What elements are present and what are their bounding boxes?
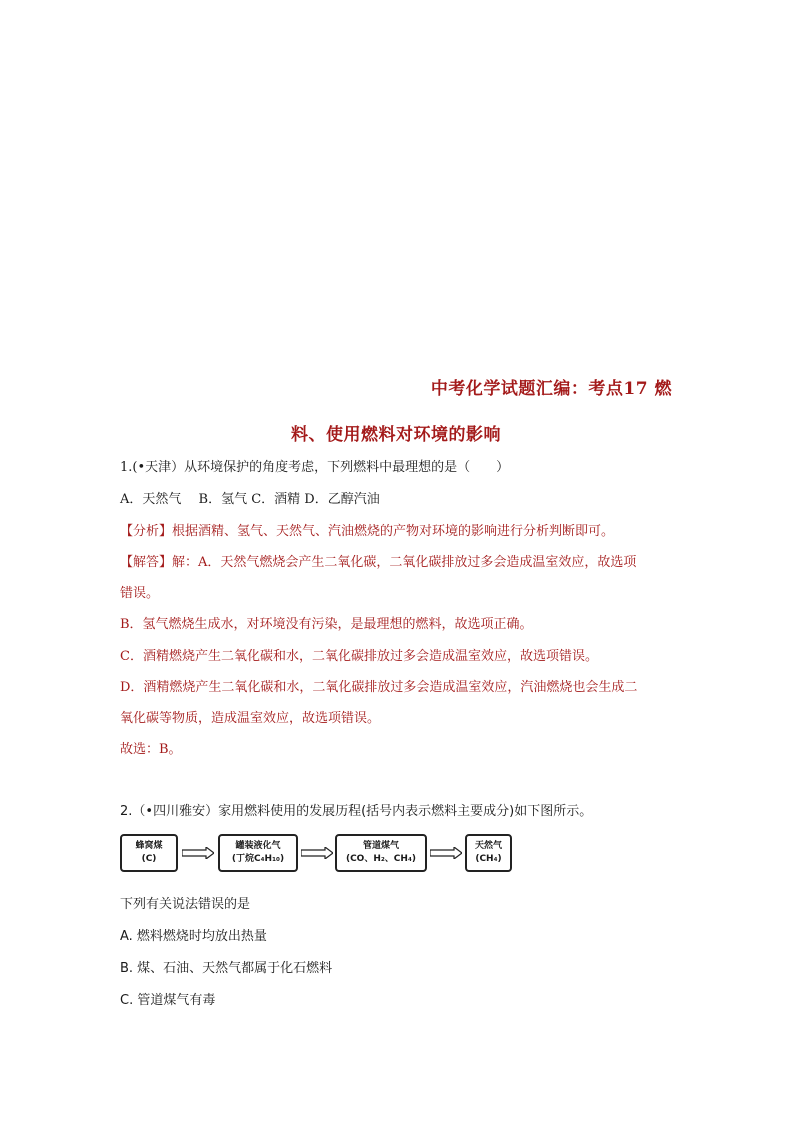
question-1-answer-line-2: 错误。 (120, 586, 160, 601)
question-1-stem: 1.(•天津）从环境保护的角度考虑，下列燃料中最理想的是（ ） (120, 460, 510, 475)
flow-box-formula: (C) (141, 854, 157, 864)
flow-box-honeycomb-coal (120, 834, 178, 872)
flow-box-formula: (丁烷C₄H₁₀) (231, 854, 285, 864)
flow-box-name: 罐装液化气 (235, 841, 281, 851)
document-title-line-2: 料、使用燃料对环境的影响 (291, 425, 501, 445)
question-2-option-b: B. 煤、石油、天然气都属于化石燃料 (120, 961, 333, 976)
flow-box-bottled-lpg (218, 834, 298, 872)
question-2-stem: 2.（•四川雅安）家用燃料使用的发展历程(括号内表示燃料主要成分)如下图所示。 (120, 804, 593, 819)
question-1-answer-b: B．氢气燃烧生成水，对环境没有污染，是最理想的燃料，故选项正确。 (120, 617, 533, 632)
flow-box-name: 天然气 (474, 841, 502, 851)
question-1-answer-d-line-1: D．酒精燃烧产生二氧化碳和水，二氧化碳排放过多会造成温室效应，汽油燃烧也会生成二 (120, 680, 638, 695)
question-1-options: A．天然气 B．氢气 C．酒精 D．乙醇汽油 (120, 492, 380, 507)
flow-box-formula: (CH₄) (475, 854, 502, 864)
arrow-right-icon (182, 847, 214, 859)
flow-box-name: 管道煤气 (362, 841, 399, 851)
flow-box-natural-gas (465, 834, 512, 872)
flow-box-name: 蜂窝煤 (135, 841, 163, 851)
question-2-option-a: A. 燃料燃烧时均放出热量 (120, 929, 267, 944)
question-1-choice: 故选：B。 (120, 742, 182, 757)
arrow-right-icon (430, 847, 462, 859)
arrow-right-icon (301, 847, 333, 859)
question-1-answer-line-1: 【解答】解：A．天然气燃烧会产生二氧化碳，二氧化碳排放过多会造成温室效应，故选项 (120, 555, 637, 570)
question-2-prompt: 下列有关说法错误的是 (120, 897, 251, 912)
question-1-answer-d-line-2: 氧化碳等物质，造成温室效应，故选项错误。 (120, 711, 381, 726)
document-title-line-1: 中考化学试题汇编：考点17 燃 (430, 379, 672, 399)
flow-box-pipeline-gas (335, 834, 427, 872)
question-2-option-c: C. 管道煤气有毒 (120, 993, 216, 1008)
question-1-analysis: 【分析】根据酒精、氢气、天然气、汽油燃烧的产物对环境的影响进行分析判断即可。 (120, 524, 615, 539)
fuel-history-diagram (120, 834, 512, 874)
flow-box-formula: (CO、H₂、CH₄) (345, 854, 417, 864)
question-1-answer-c: C．酒精燃烧产生二氧化碳和水，二氧化碳排放过多会造成温室效应，故选项错误。 (120, 649, 598, 664)
